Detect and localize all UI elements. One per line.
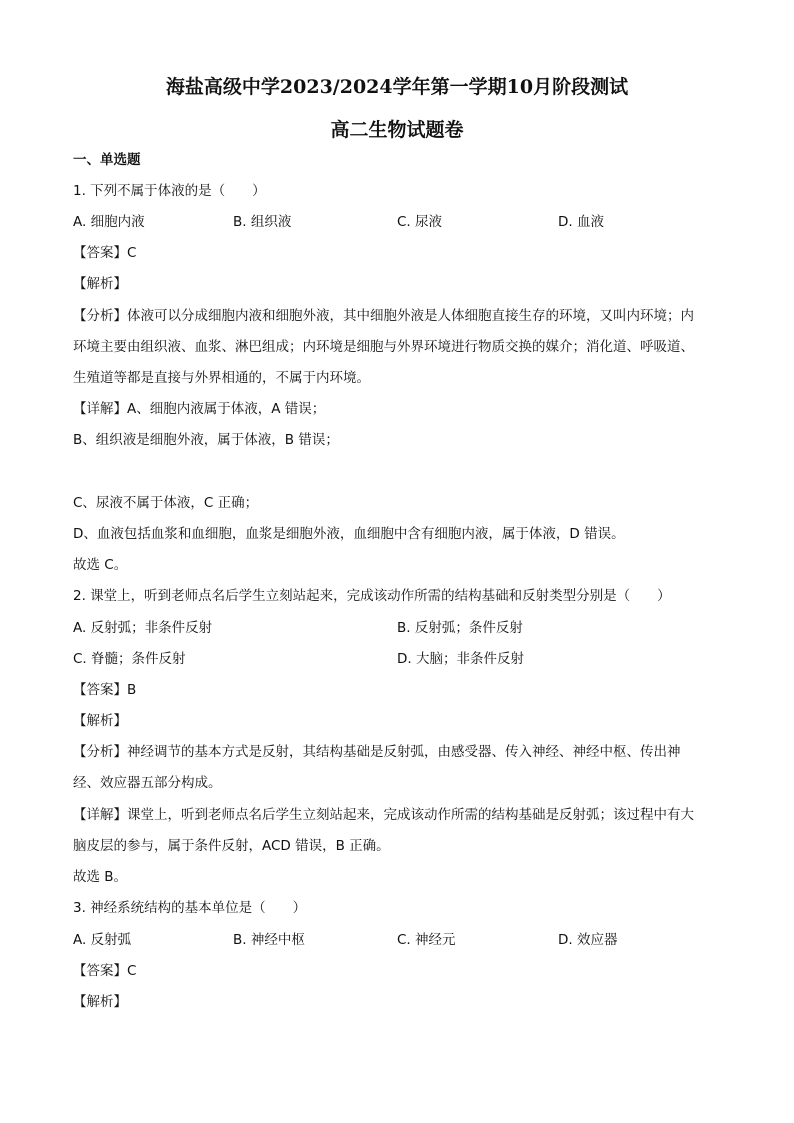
q2-option-c: C. 脊髓；条件反射 xyxy=(73,651,186,667)
q1-analysis-label: 【解析】 xyxy=(73,276,127,292)
q2-conclusion: 故选 B。 xyxy=(73,869,128,885)
q1-fenxi-line: 环境主要由组织液、血浆、淋巴组成；内环境是细胞与外界环境进行物质交换的媒介；消化道、呼吸道、 xyxy=(73,339,694,355)
q3-option-a: A. 反射弧 xyxy=(73,932,132,948)
q1-stem: 1. 下列不属于体液的是（ ） xyxy=(73,183,266,199)
q1-conclusion: 故选 C。 xyxy=(73,557,128,573)
q3-option-d: D. 效应器 xyxy=(558,932,618,948)
q3-analysis-label: 【解析】 xyxy=(73,994,127,1010)
q2-fenxi-line: 经、效应器五部分构成。 xyxy=(73,775,222,791)
q3-option-b: B. 神经中枢 xyxy=(233,932,305,948)
q2-analysis-label: 【解析】 xyxy=(73,713,127,729)
q1-option-a: A. 细胞内液 xyxy=(73,214,145,230)
q2-option-d: D. 大脑；非条件反射 xyxy=(397,651,524,667)
q2-xiangjie-line: 【详解】课堂上，听到老师点名后学生立刻站起来，完成该动作所需的结构基础是反射弧；该过程中有大 xyxy=(73,807,694,823)
q1-xiangjie-line: B、组织液是细胞外液，属于体液，B 错误； xyxy=(73,432,339,448)
q1-option-c: C. 尿液 xyxy=(397,214,443,230)
q2-answer: 【答案】B xyxy=(73,682,137,698)
q2-stem: 2. 课堂上，听到老师点名后学生立刻站起来，完成该动作所需的结构基础和反射类型分别是（ ） xyxy=(73,588,671,604)
page-title: 海盐高级中学2023/2024学年第一学期10月阶段测试 xyxy=(165,76,629,98)
q1-fenxi-line: 【分析】体液可以分成细胞内液和细胞外液，其中细胞外液是人体细胞直接生存的环境，又叫内环境；内 xyxy=(73,308,694,324)
q1-xiangjie-line: D、血液包括血浆和血细胞，血浆是细胞外液，血细胞中含有细胞内液，属于体液，D 错误。 xyxy=(73,526,625,542)
section-heading: 一、单选题 xyxy=(73,152,141,168)
page-subtitle: 高二生物试题卷 xyxy=(330,119,464,141)
q1-xiangjie-line: 【详解】A、细胞内液属于体液，A 错误； xyxy=(73,401,326,417)
q1-xiangjie-line: C、尿液不属于体液，C 正确； xyxy=(73,495,259,511)
q2-fenxi-line: 【分析】神经调节的基本方式是反射，其结构基础是反射弧，由感受器、传入神经、神经中枢、传出神 xyxy=(73,744,681,760)
q1-option-d: D. 血液 xyxy=(558,214,604,230)
q2-option-a: A. 反射弧；非条件反射 xyxy=(73,620,213,636)
q1-answer: 【答案】C xyxy=(73,245,137,261)
q1-fenxi-line: 生殖道等都是直接与外界相通的，不属于内环境。 xyxy=(73,370,370,386)
q2-xiangjie-line: 脑皮层的参与，属于条件反射，ACD 错误，B 正确。 xyxy=(73,838,390,854)
q3-option-c: C. 神经元 xyxy=(397,932,456,948)
q3-answer: 【答案】C xyxy=(73,963,137,979)
q3-stem: 3. 神经系统结构的基本单位是（ ） xyxy=(73,900,307,916)
q2-option-b: B. 反射弧；条件反射 xyxy=(397,620,523,636)
q1-option-b: B. 组织液 xyxy=(233,214,292,230)
